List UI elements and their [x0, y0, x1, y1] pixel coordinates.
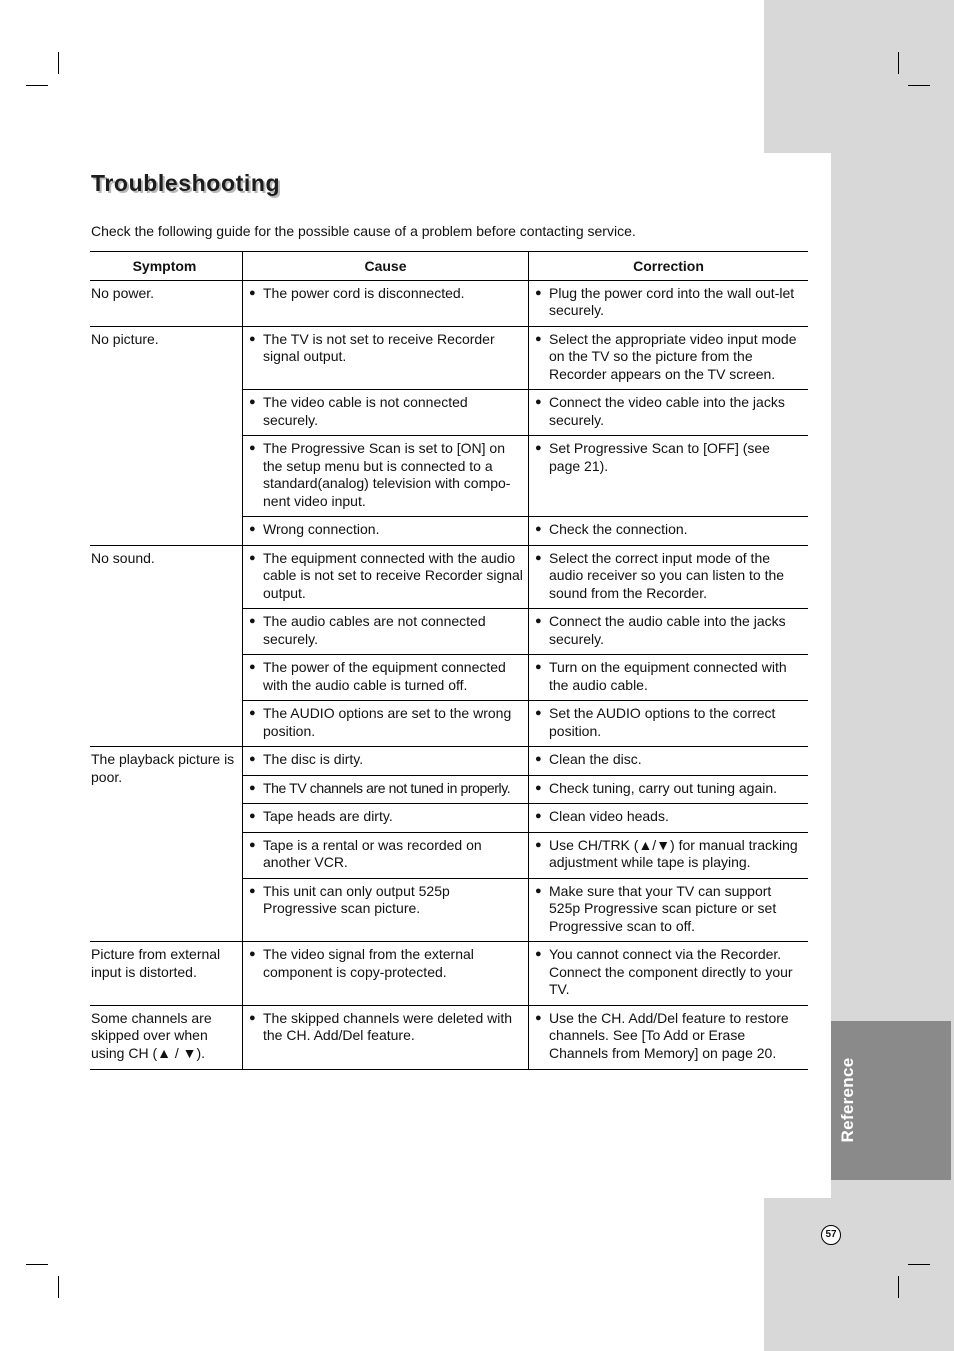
bullet: ●	[249, 442, 256, 454]
bullet: ●	[535, 661, 542, 673]
correction-cell	[529, 878, 809, 942]
correction-text: Turn on the equipment connected with the audio cable.	[549, 659, 787, 693]
table-row	[90, 1005, 808, 1070]
table-row	[90, 280, 808, 326]
symptom-text: No picture.	[91, 330, 159, 347]
cause-text: Tape is a rental or was recorded on another VCR.	[263, 836, 482, 870]
correction-cell	[529, 775, 809, 804]
correction-cell	[529, 1005, 809, 1070]
cause-text: The skipped channels were deleted with the CH. Add/Del feature.	[263, 1009, 513, 1043]
bullet: ●	[535, 551, 542, 564]
bullet: ●	[249, 551, 256, 564]
bullet: ●	[535, 286, 542, 299]
bullet: ●	[249, 286, 256, 299]
symptom-cell	[90, 280, 243, 326]
symptom-text: Some channels are skipped over when using CH (▲ / ▼).	[91, 1009, 212, 1061]
cause-text: The disc is dirty.	[263, 751, 364, 767]
bullet: ●	[535, 810, 542, 822]
correction-text: Make sure that your TV can support 525p Progressive scan picture or set Progressive scan to off.	[549, 882, 777, 934]
cause-cell	[243, 747, 529, 776]
cause-text: The power of the equipment connected with the audio cable is turned off.	[263, 659, 506, 693]
correction-text: You cannot connect via the Recorder. Connect the component directly to your TV.	[549, 946, 793, 997]
correction-text: Set the AUDIO options to the correct position.	[549, 705, 776, 739]
crop-mark	[26, 1264, 48, 1265]
table-row	[90, 326, 808, 390]
symptom-text: No power.	[91, 284, 155, 301]
symptom-cell	[90, 942, 243, 1006]
crop-mark	[898, 52, 899, 74]
cause-text: The Progressive Scan is set to [ON] on the setup menu but is connected to a standard(analog) television with compo-nent video input.	[263, 440, 511, 509]
bullet: ●	[249, 661, 256, 673]
crop-mark	[898, 1276, 899, 1298]
cause-cell	[243, 436, 529, 517]
bullet: ●	[249, 884, 256, 897]
correction-text: Select the correct input mode of the audio receiver so you can listen to the sound from the Recorder.	[549, 549, 785, 601]
bullet: ●	[535, 884, 542, 897]
header-correction: Correction	[529, 252, 809, 281]
correction-cell	[529, 701, 809, 747]
correction-text: Use the CH. Add/Del feature to restore channels. See [To Add or Erase Channels from Memory] on page 20.	[549, 1009, 789, 1061]
cause-text: The TV is not set to receive Recorder signal output.	[263, 330, 495, 364]
crop-mark	[58, 1276, 59, 1298]
cause-text: The video signal from the external component is copy-protected.	[263, 946, 474, 980]
bullet: ●	[535, 615, 542, 627]
cause-cell	[243, 545, 529, 609]
bullet: ●	[535, 753, 542, 765]
cause-text: The audio cables are not connected securely.	[263, 613, 486, 647]
cause-cell	[243, 517, 529, 546]
bullet: ●	[535, 948, 542, 960]
bullet: ●	[249, 707, 256, 719]
header-symptom: Symptom	[90, 252, 243, 281]
cause-cell	[243, 280, 529, 326]
correction-cell	[529, 326, 809, 390]
cause-cell	[243, 609, 529, 655]
correction-text: Clean video heads.	[549, 808, 669, 824]
crop-mark	[58, 52, 59, 74]
correction-text: Set Progressive Scan to [OFF] (see page 21).	[549, 440, 770, 474]
cause-text: The TV channels are not tuned in properly.	[263, 779, 511, 796]
correction-text: Select the appropriate video input mode on the TV so the picture from the Recorder appears on the TV screen.	[549, 330, 797, 382]
correction-text: Connect the video cable into the jacks securely.	[549, 394, 785, 428]
cause-cell	[243, 390, 529, 436]
bullet: ●	[249, 396, 256, 408]
bullet: ●	[535, 442, 542, 454]
cause-text: The AUDIO options are set to the wrong position.	[263, 705, 512, 739]
cause-text: The power cord is disconnected.	[263, 284, 465, 301]
correction-cell	[529, 545, 809, 609]
correction-cell	[529, 517, 809, 546]
bullet: ●	[535, 838, 542, 851]
symptom-cell	[90, 326, 243, 545]
bullet: ●	[535, 332, 542, 345]
crop-mark	[908, 1264, 930, 1265]
bullet: ●	[249, 615, 256, 627]
side-panel-bottom	[764, 1198, 954, 1351]
symptom-text: The playback picture is poor.	[91, 751, 235, 785]
table-row	[90, 747, 808, 776]
symptom-cell	[90, 747, 243, 942]
cause-cell	[243, 701, 529, 747]
correction-cell	[529, 390, 809, 436]
cause-cell	[243, 775, 529, 804]
cause-text: The equipment connected with the audio cable is not set to receive Recorder signal output.	[263, 549, 523, 601]
cause-text: The video cable is not connected securely.	[263, 394, 468, 428]
side-panel-top	[764, 0, 954, 153]
table-row	[90, 545, 808, 609]
reference-tab-label: Reference	[838, 1057, 857, 1143]
bullet: ●	[249, 838, 256, 851]
correction-cell	[529, 436, 809, 517]
cause-cell	[243, 326, 529, 390]
cause-cell	[243, 942, 529, 1006]
symptom-text: No sound.	[91, 549, 155, 566]
table-header-row	[90, 252, 808, 281]
correction-text: Plug the power cord into the wall out-let securely.	[549, 284, 795, 318]
correction-text: Connect the audio cable into the jacks securely.	[549, 613, 786, 647]
bullet: ●	[535, 396, 542, 408]
symptom-cell	[90, 1005, 243, 1070]
correction-text: Check tuning, carry out tuning again.	[549, 779, 778, 796]
header-cause: Cause	[243, 252, 529, 281]
symptom-cell	[90, 545, 243, 747]
correction-text: Use CH/TRK (▲/▼) for manual tracking adjustment while tape is playing.	[549, 836, 798, 870]
correction-cell	[529, 280, 809, 326]
cause-cell	[243, 655, 529, 701]
intro-text: Check the following guide for the possible cause of a problem before contacting service.	[91, 223, 636, 239]
bullet: ●	[249, 1011, 256, 1024]
correction-cell	[529, 942, 809, 1006]
bullet: ●	[535, 707, 542, 719]
symptom-text: Picture from external input is distorted.	[91, 946, 221, 980]
page-title: Troubleshooting	[91, 170, 281, 196]
crop-mark	[908, 85, 930, 86]
cause-text: Tape heads are dirty.	[263, 808, 393, 824]
correction-text: Check the connection.	[549, 521, 688, 537]
cause-cell	[243, 1005, 529, 1070]
bullet: ●	[249, 948, 256, 960]
bullet: ●	[249, 332, 256, 345]
bullet: ●	[249, 523, 256, 535]
bullet: ●	[535, 1011, 542, 1024]
correction-cell	[529, 832, 809, 878]
correction-cell	[529, 747, 809, 776]
cause-cell	[243, 832, 529, 878]
cause-cell	[243, 804, 529, 833]
table-row	[90, 942, 808, 1006]
page-number: 57	[821, 1225, 841, 1245]
cause-text: This unit can only output 525p Progressive scan picture.	[263, 882, 450, 916]
cause-cell	[243, 878, 529, 942]
correction-cell	[529, 609, 809, 655]
bullet: ●	[249, 753, 256, 765]
bullet: ●	[535, 523, 542, 535]
bullet: ●	[249, 810, 256, 822]
bullet: ●	[535, 781, 542, 794]
bullet: ●	[249, 781, 256, 794]
crop-mark	[26, 85, 48, 86]
correction-text: Clean the disc.	[549, 751, 642, 767]
correction-cell	[529, 655, 809, 701]
correction-cell	[529, 804, 809, 833]
troubleshooting-table	[90, 251, 808, 1070]
cause-text: Wrong connection.	[263, 521, 380, 537]
